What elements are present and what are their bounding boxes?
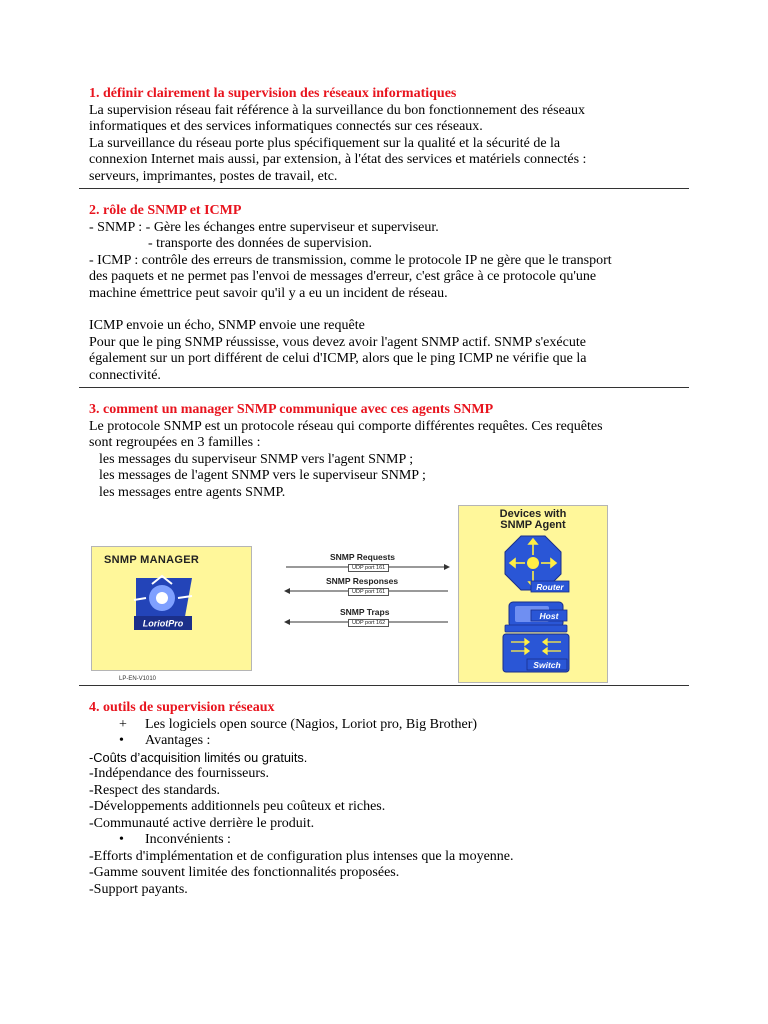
section-1-line: connexion Internet mais aussi, par extension, à l'état des services et matériels connectés : xyxy=(89,152,587,167)
snmp-agent-box xyxy=(458,505,608,683)
host-icon xyxy=(505,602,567,632)
avantage-line: -Développements additionnels peu coûteux et riches. xyxy=(89,799,386,814)
section-1-line: serveurs, imprimantes, postes de travail, etc. xyxy=(89,168,338,184)
requests-label: SNMP Requests xyxy=(330,552,396,562)
responses-port: UDP port 161 xyxy=(348,588,389,596)
snmp-role-line: - transporte des données de supervision. xyxy=(148,236,372,251)
avantages-item xyxy=(89,733,679,750)
traps-label: SNMP Traps xyxy=(340,607,390,617)
agent-title-line-2: SNMP Agent xyxy=(500,519,566,531)
section-4-heading: 4. outils de supervision réseaux xyxy=(89,700,275,715)
bullet: • xyxy=(119,832,124,847)
family-item: les messages du superviseur SNMP vers l'agent SNMP ; xyxy=(99,451,414,467)
inconvenients-label: Inconvénients : xyxy=(145,832,231,847)
requests-port: UDP port 161 xyxy=(348,564,389,572)
switch-icon xyxy=(503,634,569,672)
divider xyxy=(79,188,689,189)
divider xyxy=(79,387,689,388)
document-page xyxy=(89,86,679,898)
avantage-line: -Respect des standards. xyxy=(89,782,221,798)
router-icon xyxy=(505,536,569,592)
section-1-heading: 1. définir clairement la supervision des réseaux informatiques xyxy=(89,86,457,101)
section-3-line: Le protocole SNMP est un protocole réseau qui comporte différentes requêtes. Ces requêtes xyxy=(89,418,603,434)
avantage-line: -Indépendance des fournisseurs. xyxy=(89,766,269,781)
open-source-item xyxy=(89,717,679,734)
agent-title-line-1: Devices with xyxy=(499,508,567,520)
snmp-message-arrows xyxy=(282,552,452,632)
family-item: les messages de l'agent SNMP vers le superviseur SNMP ; xyxy=(99,468,426,483)
section-3-line: sont regroupées en 3 familles : xyxy=(89,435,261,450)
avantage-line: -Coûts d’acquisition limités ou gratuits. xyxy=(89,749,308,765)
traps-arrow-head xyxy=(284,619,290,625)
section-2-line: ICMP envoie un écho, SNMP envoie une requête xyxy=(89,318,365,333)
icmp-role-line: machine émettrice peut savoir qu'il y a eu un incident de réseau. xyxy=(89,285,448,301)
section-1-line: informatiques et des services informatiques connectés sur ces réseaux. xyxy=(89,119,483,134)
switch-label: Switch xyxy=(533,660,561,670)
avantages-label: Avantages : xyxy=(145,733,211,748)
traps-port: UDP port 162 xyxy=(348,619,389,627)
section-1-line: La supervision réseau fait référence à la surveillance du bon fonctionnement des réseaux xyxy=(89,102,586,118)
icmp-role-line: - ICMP : contrôle des erreurs de transmission, comme le protocole IP ne gère que le transport xyxy=(89,252,612,268)
snmp-manager-title: SNMP MANAGER xyxy=(104,554,200,566)
avantage-line: -Communauté active derrière le produit. xyxy=(89,815,315,831)
family-item: les messages entre agents SNMP. xyxy=(99,484,286,500)
section-2-line: connectivité. xyxy=(89,367,161,383)
snmp-diagram xyxy=(89,505,679,683)
requests-arrow-head xyxy=(444,564,450,570)
diagram-code-label: LP-EN-V1010 xyxy=(119,676,157,682)
snmp-manager-box xyxy=(91,546,252,671)
section-2-line: également sur un port différent de celui d'ICMP, alors que le ping ICMP ne vérifie que la xyxy=(89,351,587,366)
bullet: • xyxy=(119,733,124,748)
host-label: Host xyxy=(539,611,559,621)
loriotpro-logo-icon xyxy=(128,572,198,642)
divider xyxy=(79,685,689,686)
inconvenient-line: -Gamme souvent limitée des fonctionnalités proposées. xyxy=(89,865,400,880)
section-2-heading: 2. rôle de SNMP et ICMP xyxy=(89,203,242,218)
inconvenients-item xyxy=(89,832,679,849)
plus-bullet: + xyxy=(119,716,127,732)
responses-arrow-head xyxy=(284,588,290,594)
icmp-role-line: des paquets et ne permet pas l'envoi de messages d'erreur, c'est grâce à ce protocole qu'une xyxy=(89,269,597,284)
logo-text: LoriotPro xyxy=(142,618,184,629)
section-1-line: La surveillance du réseau porte plus spécifiquement sur la qualité et la sécurité de la xyxy=(89,135,561,151)
responses-label: SNMP Responses xyxy=(326,576,399,586)
open-source-text: Les logiciels open source (Nagios, Loriot pro, Big Brother) xyxy=(145,716,478,732)
inconvenient-line: -Support payants. xyxy=(89,881,188,897)
section-2-line: Pour que le ping SNMP réussisse, vous devez avoir l'agent SNMP actif. SNMP s'exécute xyxy=(89,334,586,350)
router-label: Router xyxy=(536,582,564,592)
snmp-role-line: - SNMP : - Gère les échanges entre superviseur et superviseur. xyxy=(89,219,439,235)
inconvenient-line: -Efforts d'implémentation et de configuration plus intenses que la moyenne. xyxy=(89,848,514,864)
section-3-heading: 3. comment un manager SNMP communique avec ces agents SNMP xyxy=(89,402,494,417)
